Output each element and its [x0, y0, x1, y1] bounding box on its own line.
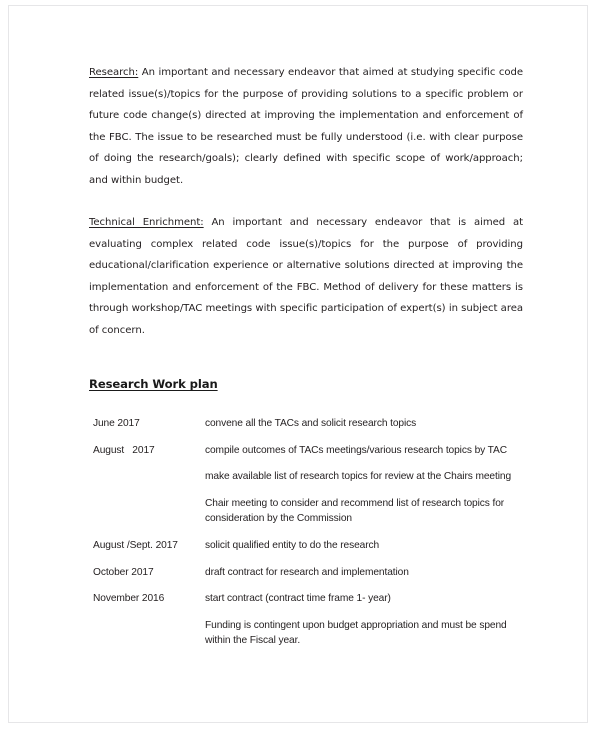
paragraph-technical-enrichment-text: An important and necessary endeavor that is aimed at evaluating complex related code issue(s)/topics for the purpose of providing educational/clarification experience or alternative solutions directed at improving the implementation and enforcement of the FBC. Method of delivery for these matters is through workshop/TAC meetings with specific participation of expert(s) in subject area of concern. — [89, 217, 523, 336]
paragraph-research — [89, 62, 523, 191]
workplan-date: August /Sept. 2017 — [93, 539, 178, 551]
table-row — [93, 538, 523, 554]
paragraph-research-text: An important and necessary endeavor that aimed at studying specific code related issue(s)/topics for the purpose of providing solutions to a specific problem or future code change(s) directed at improving the implementation and enforcement of the FBC. The issue to be researched must be fully understood (i.e. with clear purpose of doing the research/goals); clearly defined with specific scope of work/approach; and within budget. — [89, 67, 523, 186]
table-row — [93, 496, 523, 527]
workplan-description: start contract (contract time frame 1- year) — [205, 593, 391, 605]
workplan-description: make available list of research topics for review at the Chairs meeting — [205, 471, 512, 483]
workplan-description: convene all the TACs and solicit research topics — [205, 418, 417, 429]
workplan-description: solicit qualified entity to do the research — [205, 539, 380, 551]
paragraph-technical-enrichment — [89, 212, 523, 341]
workplan-list — [93, 416, 523, 649]
workplan-date: June 2017 — [93, 418, 140, 429]
table-row — [93, 443, 523, 459]
section-heading-wrapper — [89, 375, 523, 393]
workplan-date: November 2016 — [93, 593, 165, 605]
section-heading-research-work-plan: Research Work plan — [89, 377, 218, 391]
table-row — [93, 416, 523, 432]
table-row — [93, 591, 523, 607]
paragraph-research-label: Research: — [89, 67, 139, 78]
document-page — [8, 5, 588, 723]
paragraph-technical-enrichment-label: Technical Enrichment: — [89, 217, 204, 228]
workplan-description: compile outcomes of TACs meetings/various research topics by TAC — [205, 444, 507, 456]
table-row — [93, 565, 523, 581]
table-row — [93, 469, 523, 485]
workplan-description: Funding is contingent upon budget appropriation and must be spend within the Fiscal year. — [205, 619, 507, 647]
document-content — [89, 62, 523, 660]
workplan-description: Chair meeting to consider and recommend list of research topics for consideration by the Commission — [205, 497, 505, 525]
workplan-date: October 2017 — [93, 566, 154, 578]
table-row — [93, 618, 523, 649]
workplan-description: draft contract for research and implementation — [205, 566, 409, 578]
workplan-date: August 2017 — [93, 444, 155, 456]
